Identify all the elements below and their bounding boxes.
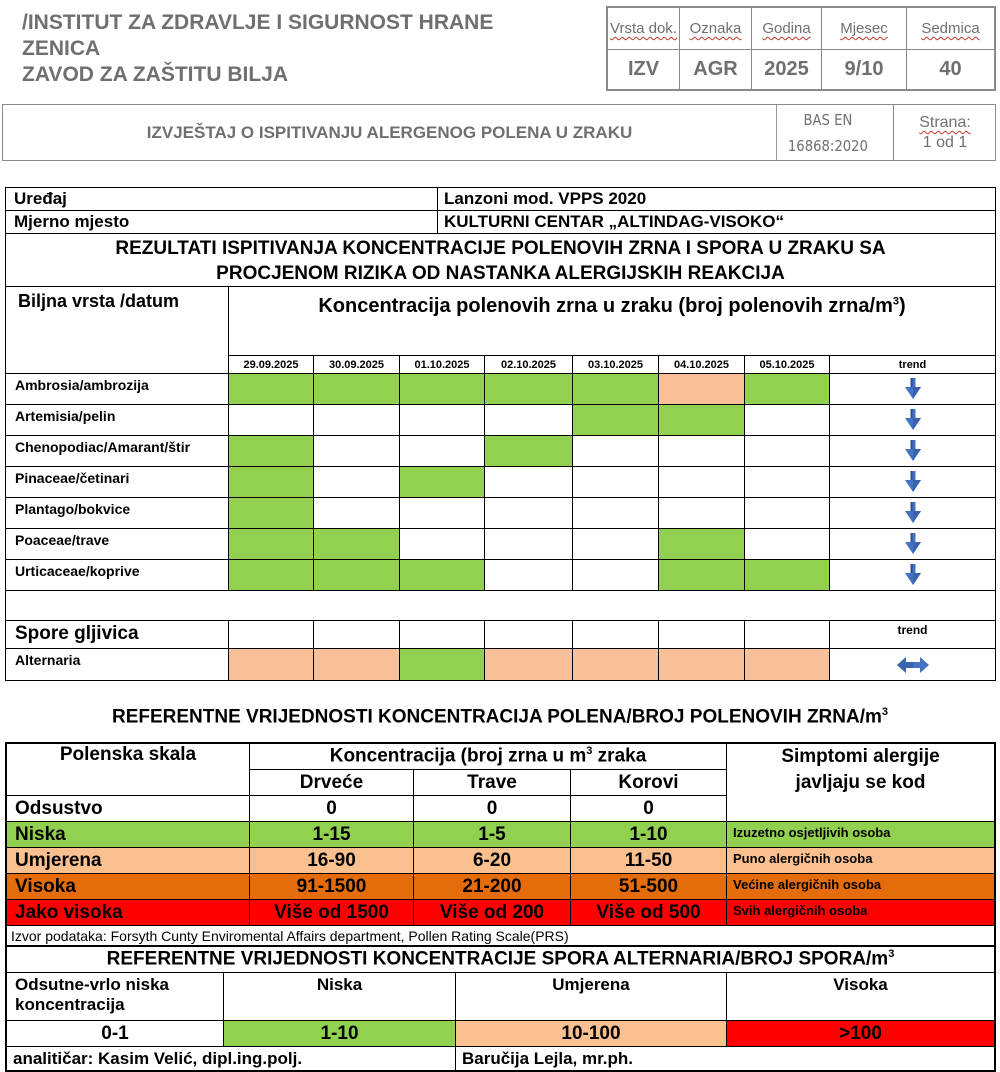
date-header: 01.10.2025 bbox=[400, 356, 485, 374]
results-title-line-2: PROCJENOM RIZIKA OD NASTANKA ALERGIJSKIH REAKCIJA bbox=[216, 263, 785, 284]
pollen-row bbox=[6, 374, 995, 405]
level-trees: 91-1500 bbox=[250, 874, 414, 900]
meta-label-week: Sedmica bbox=[907, 8, 995, 50]
meta-value-week: 40 bbox=[907, 50, 995, 90]
results-title bbox=[6, 234, 995, 287]
meta-label-year: Godina bbox=[752, 8, 822, 50]
empty-cell bbox=[314, 621, 400, 648]
level-cell-none bbox=[573, 467, 659, 497]
level-cell-none bbox=[229, 405, 314, 435]
meta-value-code: AGR bbox=[680, 50, 752, 90]
device-value: Lanzoni mod. VPPS 2020 bbox=[444, 189, 647, 208]
institute-name bbox=[22, 10, 493, 88]
trend-header: trend bbox=[898, 359, 927, 371]
level-row-very-high bbox=[7, 900, 995, 926]
meta-label-code: Oznaka bbox=[680, 8, 752, 50]
reference-spores-title-text: REFERENTNE VRIJEDNOSTI KONCENTRACIJE SPORA ALTERNARIA/BROJ SPORA/m bbox=[106, 948, 889, 970]
level-name: Niska bbox=[7, 822, 250, 848]
empty-cell bbox=[573, 621, 659, 648]
level-cell-low bbox=[229, 374, 314, 404]
level-grass: 1-5 bbox=[414, 822, 571, 848]
level-cell-low bbox=[745, 560, 830, 590]
date-header: 05.10.2025 bbox=[745, 356, 830, 374]
concentration-sup: 3 bbox=[892, 295, 899, 308]
pollen-row bbox=[6, 529, 995, 560]
level-cell-none bbox=[485, 560, 573, 590]
meta-label-month: Mjesec bbox=[822, 8, 907, 50]
col-pollen-scale: Polenska skala bbox=[7, 744, 250, 796]
level-weeds: 0 bbox=[571, 796, 727, 822]
level-cell-moderate bbox=[229, 649, 314, 680]
col-concentration-sup: 3 bbox=[586, 745, 593, 758]
concentration-close: ) bbox=[898, 295, 906, 317]
trend-down-arrow-icon bbox=[830, 498, 995, 528]
species-header: Biljna vrsta /datum bbox=[6, 287, 229, 373]
level-cell-low bbox=[314, 374, 400, 404]
level-name: Umjerena bbox=[7, 848, 250, 874]
level-cell-none bbox=[745, 467, 830, 497]
institute-line-2: ZENICA bbox=[22, 37, 101, 60]
level-cell-none bbox=[573, 436, 659, 466]
level-cell-none bbox=[485, 405, 573, 435]
spore-col-moderate: Umjerena bbox=[456, 973, 727, 1021]
level-cell-low bbox=[400, 467, 485, 497]
institute-line-3: ZAVOD ZA ZAŠTITU BILJA bbox=[22, 63, 288, 86]
level-cell-none bbox=[745, 436, 830, 466]
standard-ref bbox=[776, 105, 879, 160]
spacer-row bbox=[6, 591, 995, 621]
col-weeds: Korovi bbox=[571, 770, 727, 796]
level-row-low bbox=[7, 822, 995, 848]
level-cell-low bbox=[229, 436, 314, 466]
institute-line-1: /INSTITUT ZA ZDRAVLJE I SIGURNOST HRANE bbox=[22, 11, 494, 34]
date-columns bbox=[229, 355, 995, 374]
meta-value-month: 9/10 bbox=[822, 50, 907, 90]
level-cell-low bbox=[573, 374, 659, 404]
species-name: Alternaria bbox=[6, 649, 229, 680]
level-grass: 6-20 bbox=[414, 848, 571, 874]
results-table bbox=[5, 187, 996, 681]
level-cell-none bbox=[745, 498, 830, 528]
level-cell-moderate bbox=[485, 649, 573, 680]
grid-header bbox=[6, 287, 995, 374]
spore-trend-header: trend bbox=[897, 623, 928, 637]
site-label: Mjerno mjesto bbox=[6, 211, 438, 233]
spore-header-cells bbox=[229, 621, 995, 648]
reference-pollen-title-sup: 3 bbox=[881, 706, 889, 718]
level-cell-none bbox=[573, 498, 659, 528]
species-name: Chenopodiac/Amarant/štir bbox=[6, 436, 229, 466]
level-weeds: 1-10 bbox=[571, 822, 727, 848]
level-trees: 0 bbox=[250, 796, 414, 822]
level-cell-none bbox=[573, 560, 659, 590]
page-value: 1 od 1 bbox=[922, 134, 968, 151]
spore-value-absent: 0-1 bbox=[7, 1021, 224, 1047]
empty-cell bbox=[745, 621, 830, 648]
spore-value-moderate: 10-100 bbox=[456, 1021, 727, 1047]
results-title-line-1: REZULTATI ISPITIVANJA KONCENTRACIJE POLENOVIH ZRNA I SPORA U ZRAKU SA bbox=[115, 238, 886, 259]
level-cell-low bbox=[314, 529, 400, 559]
trend-down-arrow-icon bbox=[830, 405, 995, 435]
spore-header-row bbox=[6, 621, 995, 649]
level-cells bbox=[229, 467, 995, 497]
level-cell-none bbox=[485, 529, 573, 559]
species-name: Plantago/bokvice bbox=[6, 498, 229, 528]
reference-spores-title-sup: 3 bbox=[888, 948, 895, 961]
level-cell-none bbox=[485, 498, 573, 528]
level-cell-none bbox=[400, 498, 485, 528]
meta-value-doc-type: IZV bbox=[608, 50, 680, 90]
level-cell-low bbox=[745, 374, 830, 404]
col-grass: Trave bbox=[414, 770, 571, 796]
level-symptoms: Većine alergičnih osoba bbox=[727, 874, 995, 900]
page-number bbox=[893, 105, 996, 160]
data-source: Izvor podataka: Forsyth Cunty Enviromental Affairs department, Pollen Rating Scale(PRS) bbox=[7, 926, 995, 946]
level-cell-none bbox=[659, 436, 745, 466]
level-cell-none bbox=[314, 498, 400, 528]
level-cell-moderate bbox=[573, 649, 659, 680]
device-row bbox=[6, 188, 995, 211]
level-cell-low bbox=[659, 560, 745, 590]
level-cell-moderate bbox=[659, 649, 745, 680]
level-cell-none bbox=[400, 405, 485, 435]
level-cell-low bbox=[229, 560, 314, 590]
level-grass: Više od 200 bbox=[414, 900, 571, 926]
level-cell-moderate bbox=[745, 649, 830, 680]
date-header: 03.10.2025 bbox=[573, 356, 659, 374]
document-meta-table bbox=[606, 6, 996, 91]
level-cell-low bbox=[400, 649, 485, 680]
level-name: Odsustvo bbox=[7, 796, 250, 822]
trend-stable-arrow-icon bbox=[830, 649, 995, 680]
second-signature: Baručija Lejla, mr.ph. bbox=[456, 1047, 995, 1071]
concentration-header bbox=[229, 287, 995, 355]
spore-col-high: Visoka bbox=[727, 973, 995, 1021]
spore-row bbox=[6, 649, 995, 680]
empty-cell bbox=[659, 621, 745, 648]
level-weeds: 51-500 bbox=[571, 874, 727, 900]
date-header: 29.09.2025 bbox=[229, 356, 314, 374]
level-weeds: Više od 500 bbox=[571, 900, 727, 926]
spore-header: Spore gljivica bbox=[6, 621, 229, 648]
trend-down-arrow-icon bbox=[830, 436, 995, 466]
level-cell-none bbox=[573, 529, 659, 559]
meta-value-year: 2025 bbox=[752, 50, 822, 90]
level-cell-none bbox=[400, 529, 485, 559]
level-weeds: 11-50 bbox=[571, 848, 727, 874]
report-title-box bbox=[2, 104, 996, 161]
reference-spores-title bbox=[7, 947, 995, 973]
level-cell-low bbox=[229, 529, 314, 559]
empty-cell bbox=[485, 621, 573, 648]
level-cell-none bbox=[314, 436, 400, 466]
report-title: IZVJEŠTAJ O ISPITIVANJU ALERGENOG POLENA U ZRAKU bbox=[146, 122, 633, 142]
level-cell-none bbox=[659, 467, 745, 497]
level-cells bbox=[229, 529, 995, 559]
col-concentration-text: Koncentracija (broj zrna u m bbox=[329, 745, 587, 767]
level-cell-low bbox=[400, 374, 485, 404]
spore-rows bbox=[6, 649, 995, 680]
level-grass: 0 bbox=[414, 796, 571, 822]
level-cell-none bbox=[400, 436, 485, 466]
level-cells bbox=[229, 405, 995, 435]
level-symptoms: Izuzetno osjetljivih osoba bbox=[727, 822, 995, 848]
empty-cell bbox=[400, 621, 485, 648]
level-cell-low bbox=[229, 467, 314, 497]
level-cell-none bbox=[314, 467, 400, 497]
pollen-rows bbox=[6, 374, 995, 591]
col-trees: Drveće bbox=[250, 770, 414, 796]
level-cell-low bbox=[229, 498, 314, 528]
pollen-row bbox=[6, 560, 995, 591]
level-cell-none bbox=[485, 467, 573, 497]
level-trees: Više od 1500 bbox=[250, 900, 414, 926]
level-name: Visoka bbox=[7, 874, 250, 900]
level-cell-low bbox=[314, 560, 400, 590]
level-cell-moderate bbox=[659, 374, 745, 404]
spore-col-absent: Odsutne-vrlo niska koncentracija bbox=[7, 973, 224, 1021]
standard-line-1: BAS EN bbox=[803, 111, 853, 129]
level-cell-low bbox=[485, 436, 573, 466]
level-cell-low bbox=[400, 560, 485, 590]
spore-col-low: Niska bbox=[224, 973, 456, 1021]
level-cell-none bbox=[745, 529, 830, 559]
level-cell-none bbox=[745, 405, 830, 435]
trend-down-arrow-icon bbox=[830, 560, 995, 590]
date-header: 30.09.2025 bbox=[314, 356, 400, 374]
species-name: Urticaceae/koprive bbox=[6, 560, 229, 590]
level-cell-low bbox=[659, 405, 745, 435]
concentration-header-text: Koncentracija polenovih zrna u zraku (broj polenovih zrna/m bbox=[318, 295, 893, 317]
level-cells bbox=[229, 560, 995, 590]
device-label: Uređaj bbox=[6, 188, 438, 210]
reference-table bbox=[5, 742, 996, 1072]
date-header: 02.10.2025 bbox=[485, 356, 573, 374]
level-trees: 16-90 bbox=[250, 848, 414, 874]
date-header: 04.10.2025 bbox=[659, 356, 745, 374]
species-name: Artemisia/pelin bbox=[6, 405, 229, 435]
col-symptoms bbox=[727, 744, 995, 822]
meta-label-doc-type: Vrsta dok. bbox=[608, 8, 680, 50]
species-name: Ambrosia/ambrozija bbox=[6, 374, 229, 404]
col-symptoms-line-1: Simptomi alergije bbox=[781, 746, 940, 767]
level-row-moderate bbox=[7, 848, 995, 874]
col-concentration bbox=[250, 744, 727, 770]
spore-value-high: >100 bbox=[727, 1021, 995, 1047]
level-row-high bbox=[7, 874, 995, 900]
level-cells bbox=[229, 374, 995, 404]
standard-line-2: 16868:2020 bbox=[787, 137, 868, 155]
level-symptoms: Svih alergičnih osoba bbox=[727, 900, 995, 926]
reference-pollen-title bbox=[0, 706, 1000, 728]
site-value: KULTURNI CENTAR „ALTINDAG-VISOKO“ bbox=[444, 212, 784, 231]
spore-value-low: 1-10 bbox=[224, 1021, 456, 1047]
page-label: Strana: bbox=[919, 114, 971, 131]
species-name: Poaceae/trave bbox=[6, 529, 229, 559]
level-cell-none bbox=[314, 405, 400, 435]
pollen-row bbox=[6, 467, 995, 498]
level-cells bbox=[229, 498, 995, 528]
species-name: Pinaceae/četinari bbox=[6, 467, 229, 497]
pollen-row bbox=[6, 405, 995, 436]
level-cells bbox=[229, 436, 995, 466]
pollen-row bbox=[6, 498, 995, 529]
analyst-signature: analitičar: Kasim Velić, dipl.ing.polj. bbox=[7, 1047, 456, 1071]
level-cell-moderate bbox=[314, 649, 400, 680]
trend-down-arrow-icon bbox=[830, 529, 995, 559]
pollen-row bbox=[6, 436, 995, 467]
level-grass: 21-200 bbox=[414, 874, 571, 900]
level-cell-low bbox=[573, 405, 659, 435]
level-cell-none bbox=[659, 498, 745, 528]
level-name: Jako visoka bbox=[7, 900, 250, 926]
empty-cell bbox=[229, 621, 314, 648]
level-cells bbox=[229, 649, 995, 680]
trend-down-arrow-icon bbox=[830, 467, 995, 497]
reference-pollen-title-text: REFERENTNE VRIJEDNOSTI KONCENTRACIJA POLENA/BROJ POLENOVIH ZRNA/m bbox=[111, 706, 882, 728]
col-concentration-end: zraka bbox=[592, 745, 647, 767]
site-row bbox=[6, 211, 995, 234]
col-symptoms-line-2: javljaju se kod bbox=[795, 772, 926, 793]
level-symptoms: Puno alergičnih osoba bbox=[727, 848, 995, 874]
trend-down-arrow-icon bbox=[830, 374, 995, 404]
level-cell-low bbox=[485, 374, 573, 404]
level-cell-low bbox=[659, 529, 745, 559]
level-trees: 1-15 bbox=[250, 822, 414, 848]
